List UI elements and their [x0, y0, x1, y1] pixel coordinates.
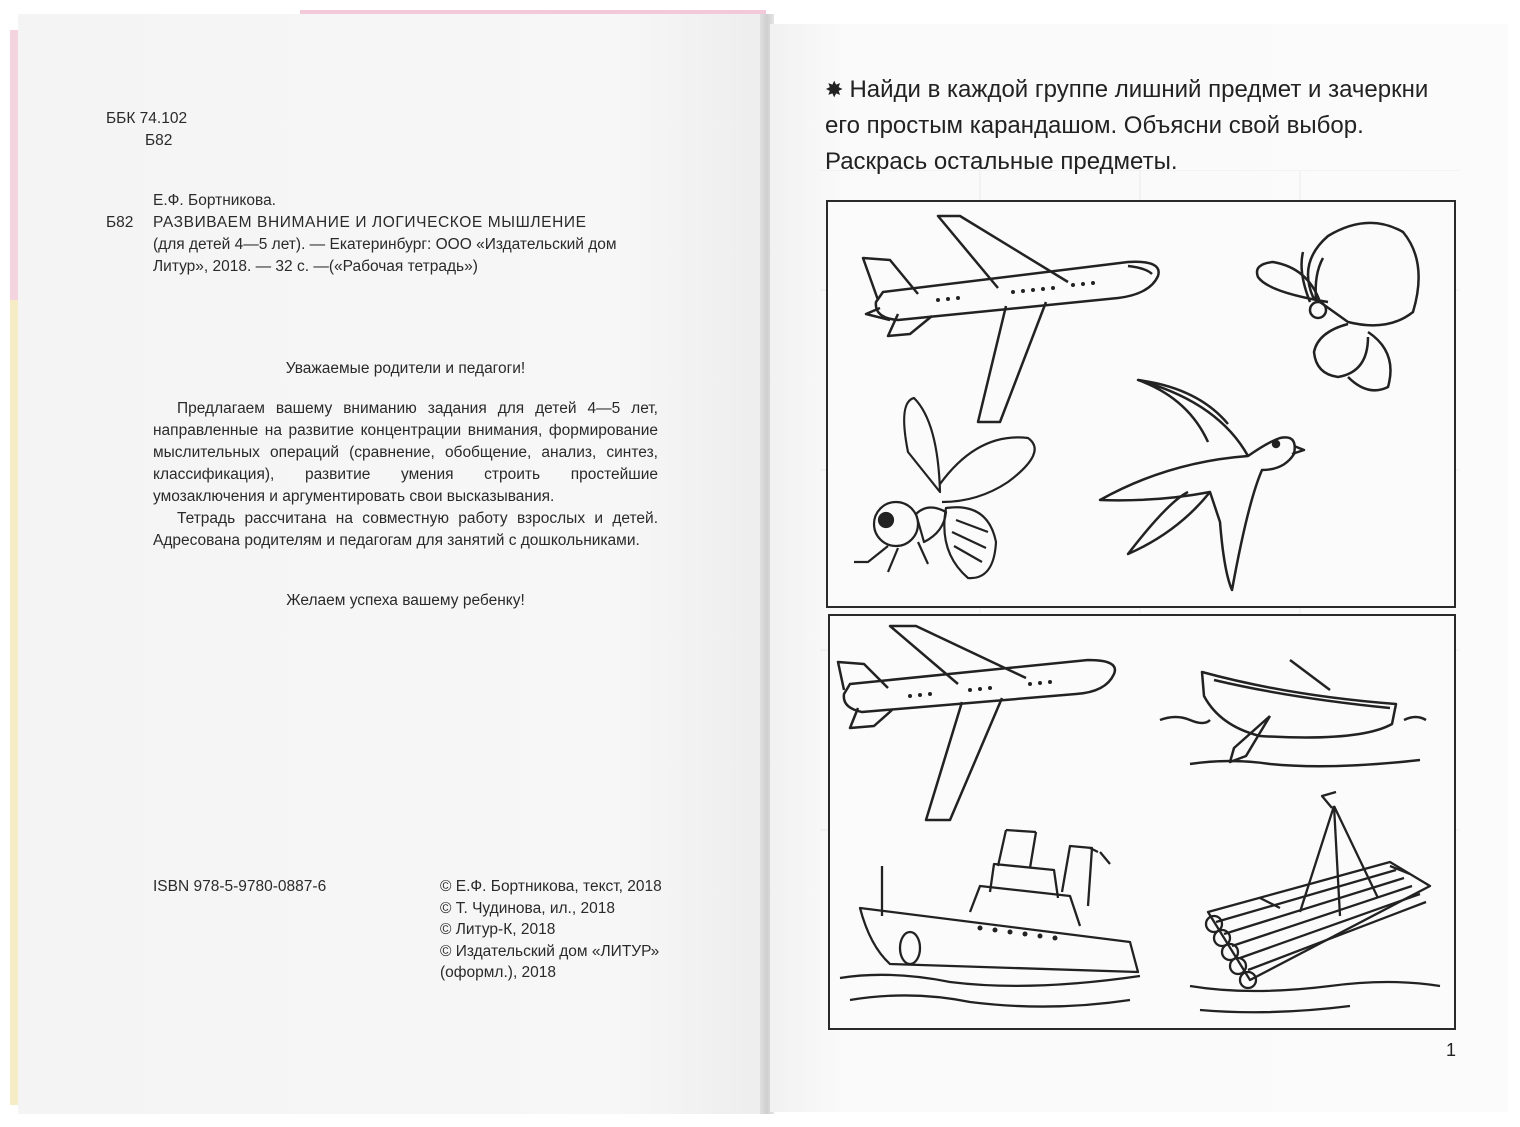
book-title: РАЗВИВАЕМ ВНИМАНИЕ И ЛОГИЧЕСКОЕ МЫШЛЕНИЕ — [153, 214, 587, 231]
airplane-icon[interactable] — [863, 216, 1159, 422]
picture-group-2 — [828, 614, 1456, 1030]
bibliographic-record — [153, 212, 658, 278]
rowboat-icon[interactable] — [1160, 660, 1426, 766]
bbk-index: ББК 74.102 — [106, 110, 188, 127]
star-icon: ✸ — [825, 77, 844, 102]
swallow-icon[interactable] — [1100, 380, 1304, 590]
copyright-line: © Литур-К, 2018 — [440, 921, 556, 939]
bee-icon[interactable] — [854, 398, 1035, 578]
butterfly-icon[interactable] — [1257, 223, 1419, 390]
greeting-heading: Уважаемые родители и педагоги! — [285, 360, 526, 377]
bbk-author-code: Б82 — [145, 132, 173, 149]
isbn: ISBN 978-5-9780-0887-6 — [153, 878, 327, 895]
book-publisher-line: (для детей 4—5 лет). — Екатеринбург: ООО «Издательский дом — [153, 236, 617, 253]
copyright-block — [440, 876, 662, 984]
author-code-side: Б82 — [106, 214, 134, 231]
closing-wish: Желаем успеха вашему ребенку! — [286, 592, 525, 609]
page-number: 1 — [1446, 1040, 1457, 1060]
copyright-line: (оформл.), 2018 — [440, 964, 557, 982]
copyright-line: © Издательский дом «ЛИТУР» — [440, 942, 660, 960]
annotation-paragraph: Предлагаем вашему вниманию задания для детей 4—5 лет, направленные на развитие концентрации внимания, формирование мыслительных операций (сравнение, обобщение, анализ, синтез, классификация), развитие умения строить простейшие умозаключения и аргументировать свои высказывания. — [153, 400, 658, 505]
author-name: Е.Ф. Бортникова. — [153, 192, 276, 209]
annotation-text — [153, 398, 658, 552]
book-pages-line: Литур», 2018. — 32 с. —(«Рабочая тетрадь») — [153, 258, 478, 275]
airplane-icon[interactable] — [838, 626, 1115, 820]
steamship-icon[interactable] — [840, 830, 1140, 1007]
task-text: Найди в каждой группе лишний предмет и зачеркни его простым карандашом. Объясни свой выбор. Раскрась остальные предметы. — [825, 76, 1429, 175]
annotation-paragraph: Тетрадь рассчитана на совместную работу взрослых и детей. Адресована родителям и педагогам для занятий с дошкольниками. — [153, 510, 658, 549]
left-page — [18, 14, 766, 1114]
copyright-line: © Е.Ф. Бортникова, текст, 2018 — [440, 878, 662, 895]
copyright-line: © Т. Чудинова, ил., 2018 — [440, 899, 615, 917]
picture-group-1 — [826, 200, 1456, 608]
task-instruction — [825, 72, 1465, 180]
raft-icon[interactable] — [1190, 792, 1440, 1012]
